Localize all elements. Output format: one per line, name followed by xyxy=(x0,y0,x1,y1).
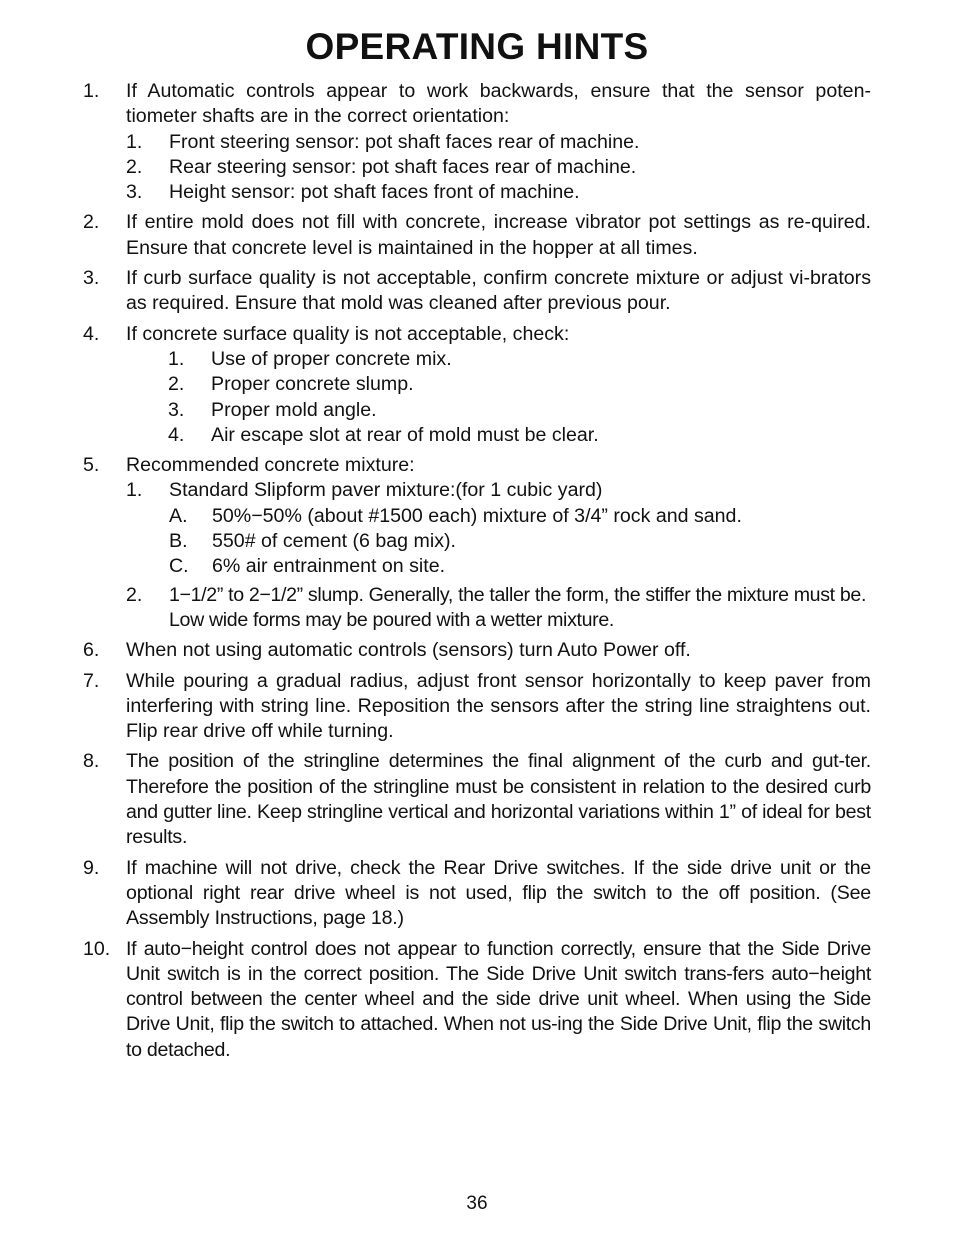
sub-item-text: Rear steering sensor: pot shaft faces rear of machine. xyxy=(169,155,637,178)
hint-item-7 xyxy=(83,669,871,745)
sub-item xyxy=(126,180,871,205)
sub-sub-item-label: C. xyxy=(169,555,189,578)
hint-text: While pouring a gradual radius, adjust front sensor horizontally to keep paver from interfering with string line. Reposition the sensors after the string line straightens out. Flip rear drive off while turning. xyxy=(126,669,871,743)
sub-item-label: 1. xyxy=(126,479,143,502)
sub-item xyxy=(168,372,871,397)
sub-item xyxy=(126,478,871,579)
sub-sub-item-label: B. xyxy=(169,530,188,553)
hint-number: 8. xyxy=(83,750,100,773)
sub-item-label: 2. xyxy=(126,155,143,178)
sub-sub-item-text: 6% air entrainment on site. xyxy=(212,555,446,578)
sub-item xyxy=(126,583,871,634)
sub-item-text: Proper concrete slump. xyxy=(211,373,414,396)
hint-item-8 xyxy=(83,749,871,850)
hint-text: When not using automatic controls (sensors) turn Auto Power off. xyxy=(126,639,691,662)
sub-item xyxy=(168,423,871,448)
hint-item-1 xyxy=(83,79,871,205)
page-number: 36 xyxy=(466,1193,488,1214)
hint-number: 7. xyxy=(83,669,100,692)
page-title: OPERATING HINTS xyxy=(305,26,649,67)
hint-item-2 xyxy=(83,210,871,261)
sub-item-text: Use of proper concrete mix. xyxy=(211,347,452,370)
hint-text: The position of the stringline determines the final alignment of the curb and gut-ter. Therefore the position of the stringline must be consistent in relation to the desired curb and gutter line. Keep stringline vertical and horizontal variations within 1” of ideal for best results. xyxy=(126,750,871,849)
sub-sub-item-label: A. xyxy=(169,504,188,527)
sub-item-text: Proper mold angle. xyxy=(211,398,377,421)
sub-item-label: 4. xyxy=(168,423,185,446)
hint-item-6 xyxy=(83,638,871,663)
hint-number: 1. xyxy=(83,80,100,102)
sub-sub-item-text: 550# of cement (6 bag mix). xyxy=(212,530,456,553)
hint-number: 10. xyxy=(83,937,111,960)
sub-item xyxy=(168,398,871,423)
hint-item-9 xyxy=(83,856,871,932)
sub-item-text: Height sensor: pot shaft faces front of machine. xyxy=(169,181,580,204)
sub-sub-item xyxy=(169,504,871,529)
sub-sub-item-text: 50%−50% (about #1500 each) mixture of 3/4” rock and sand. xyxy=(212,504,742,527)
hints-list xyxy=(83,79,871,1068)
hint-number: 4. xyxy=(83,322,100,345)
hint-item-10 xyxy=(83,937,871,1063)
sub-item xyxy=(126,155,871,180)
sub-item-label: 2. xyxy=(126,583,143,606)
sub-item-label: 1. xyxy=(126,130,143,153)
sub-item-text: Front steering sensor: pot shaft faces rear of machine. xyxy=(169,130,640,153)
hint-text: If Automatic controls appear to work backwards, ensure that the sensor poten-tiometer shafts are in the correct orientation: xyxy=(126,80,871,128)
sub-sub-item xyxy=(169,529,871,554)
sub-item-label: 2. xyxy=(168,373,185,396)
hint-item-3 xyxy=(83,266,871,317)
sub-sub-item xyxy=(169,554,871,579)
hint-item-5 xyxy=(83,453,871,633)
hint-text: If concrete surface quality is not acceptable, check: xyxy=(126,322,570,345)
sub-item-label: 3. xyxy=(126,181,143,204)
sub-item-label: 1. xyxy=(168,347,185,370)
sub-item-text: Air escape slot at rear of mold must be clear. xyxy=(211,423,599,446)
hint-text: If curb surface quality is not acceptable, confirm concrete mixture or adjust vi-brators as required. Ensure that mold was cleaned after previous pour. xyxy=(126,267,871,315)
sub-item-text: Standard Slipform paver mixture:(for 1 cubic yard) xyxy=(169,479,603,502)
hint-number: 6. xyxy=(83,639,100,662)
sub-item xyxy=(168,347,871,372)
sub-item xyxy=(126,130,871,155)
hint-number: 9. xyxy=(83,856,100,879)
hint-number: 5. xyxy=(83,454,100,477)
sub-item-label: 3. xyxy=(168,398,185,421)
sub-item-text: 1−1/2” to 2−1/2” slump. Generally, the taller the form, the stiffer the mixture must be. Low wide forms may be poured with a wetter mixture. xyxy=(169,583,867,631)
hint-text: Recommended concrete mixture: xyxy=(126,454,415,477)
hint-item-4 xyxy=(83,322,871,448)
hint-text: If entire mold does not fill with concrete, increase vibrator pot settings as re-quired. Ensure that concrete level is maintained in the hopper at all times. xyxy=(126,211,871,259)
hint-number: 3. xyxy=(83,267,100,290)
hint-text: If auto−height control does not appear to function correctly, ensure that the Side Drive Unit switch is in the correct position. The Side Drive Unit switch trans-fers auto−height control between the center wheel and the side drive unit wheel. When using the Side Drive Unit, flip the switch to attached. When not us-ing the Side Drive Unit, flip the switch to detached. xyxy=(126,937,871,1061)
hint-text: If machine will not drive, check the Rear Drive switches. If the side drive unit or the optional right rear drive wheel is not used, flip the switch to the off position. (See Assembly Instructions, page 18.) xyxy=(126,856,871,930)
hint-number: 2. xyxy=(83,211,100,234)
